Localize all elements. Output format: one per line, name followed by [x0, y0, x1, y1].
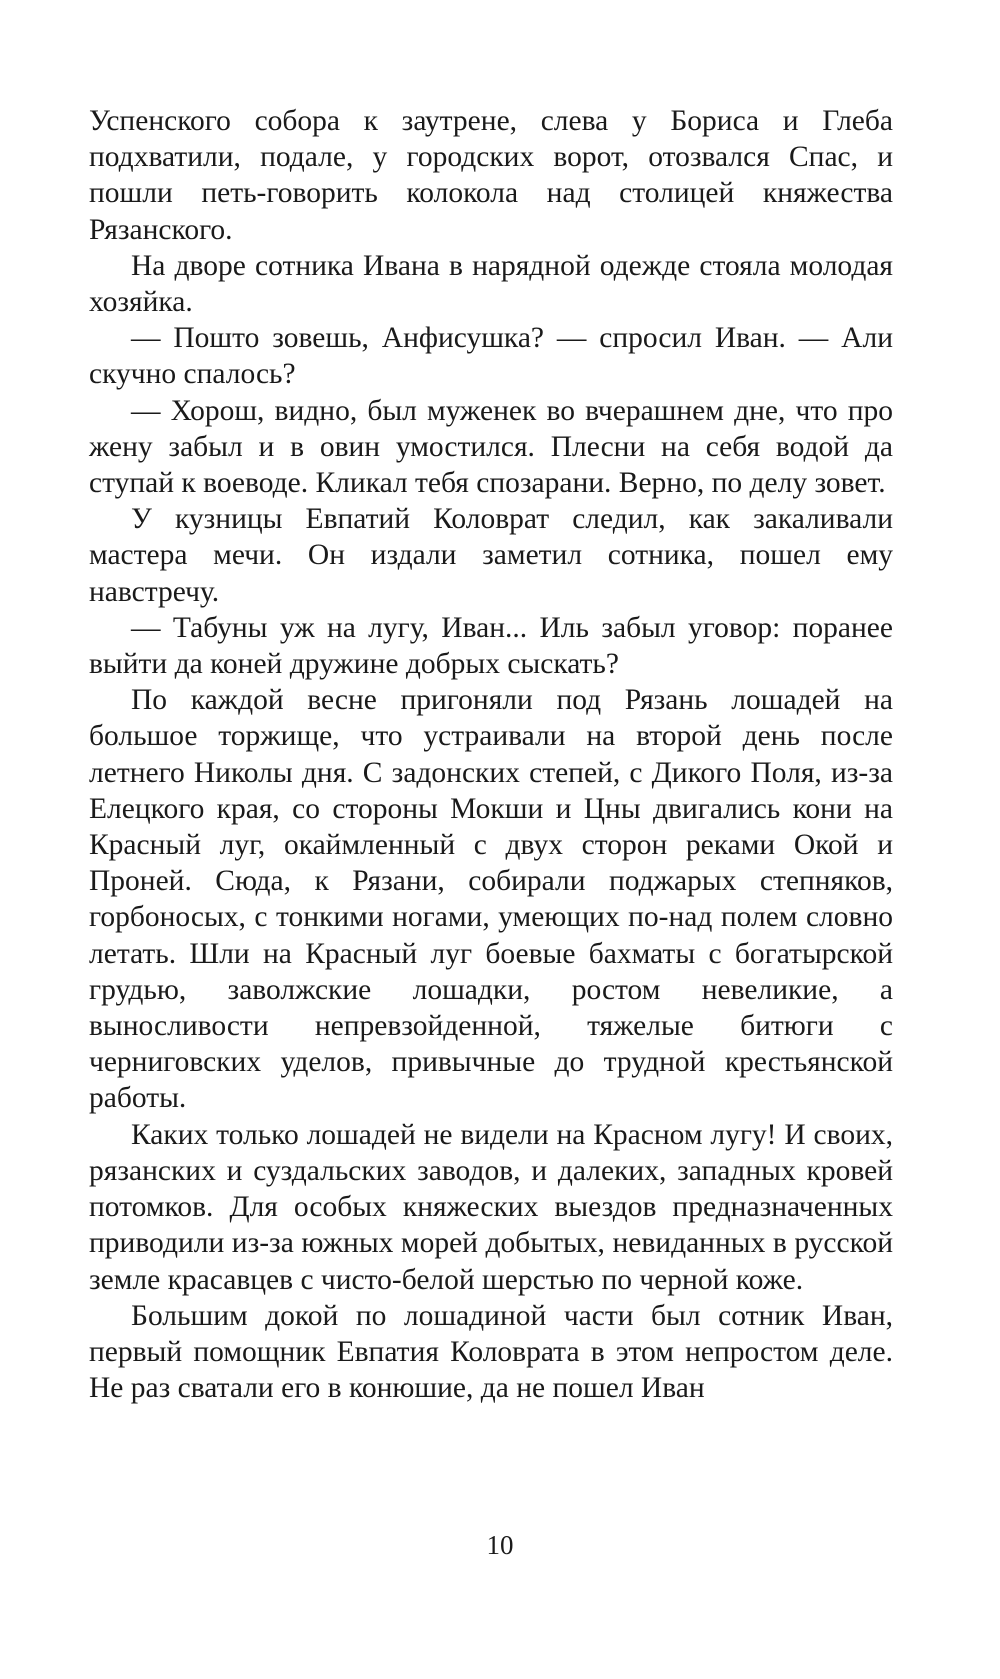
- dialogue-line: — Табуны уж на лугу, Иван... Иль забыл уговор: поранее выйти да коней дружине добрых сыскать?: [89, 611, 893, 681]
- paragraph: На дворе сотника Ивана в нарядной одежде стояла молодая хозяйка.: [89, 249, 893, 319]
- paragraph: Успенского собора к заутрене, слева у Бориса и Глеба подхватили, подале, у городских ворот, отозвался Спас, и пошли петь-говорить колокола над столицей княжества Рязанского.: [89, 105, 893, 246]
- body-text: [89, 103, 893, 1406]
- paragraph: По каждой весне пригоняли под Рязань лошадей на большое торжище, что устраивали на второй день после летнего Николы дня. С задонских степей, с Дикого Поля, из-за Елецкого края, со стороны Мокши и Цны двигались кони на Красный луг, окаймленный с двух сторон реками Окой и Проней. Сюда, к Рязани, собирали поджарых степняков, горбоносых, с тонкими ногами, умеющих по-над полем словно летать. Шли на Красный луг боевые бахматы с богатырской грудью, заволжские лошадки, ростом невеликие, а выносливости непревзойденной, тяжелые битюги с черниговских уделов, привычные до трудной крестьянской работы.: [89, 684, 893, 1115]
- paragraph: Большим докой по лошадиной части был сотник Иван, первый помощник Евпатия Коловрата в этом непростом деле. Не раз сватали его в конюшие, да не пошел Иван: [89, 1299, 893, 1405]
- dialogue-line: — Хорош, видно, был муженек во вчерашнем дне, что про жену забыл и в овин умостился. Плесни на себя водой да ступай к воеводе. Кликал тебя спозарани. Верно, по делу зовет.: [89, 394, 893, 500]
- paragraph: У кузницы Евпатий Коловрат следил, как закаливали мастера мечи. Он издали заметил сотника, пошел ему навстречу.: [89, 503, 893, 608]
- dialogue-line: — Пошто зовешь, Анфисушка? — спросил Иван. — Али скучно спалось?: [89, 322, 893, 391]
- page-number: 10: [486, 1530, 514, 1560]
- paragraph: Каких только лошадей не видели на Красном лугу! И своих, рязанских и суздальских заводов, и далеких, западных кровей потомков. Для особых княжеских выездов предназначенных приводили из-за южных морей добытых, невиданных в русской земле красавцев с чисто-белой шерстью по черной коже.: [89, 1118, 893, 1296]
